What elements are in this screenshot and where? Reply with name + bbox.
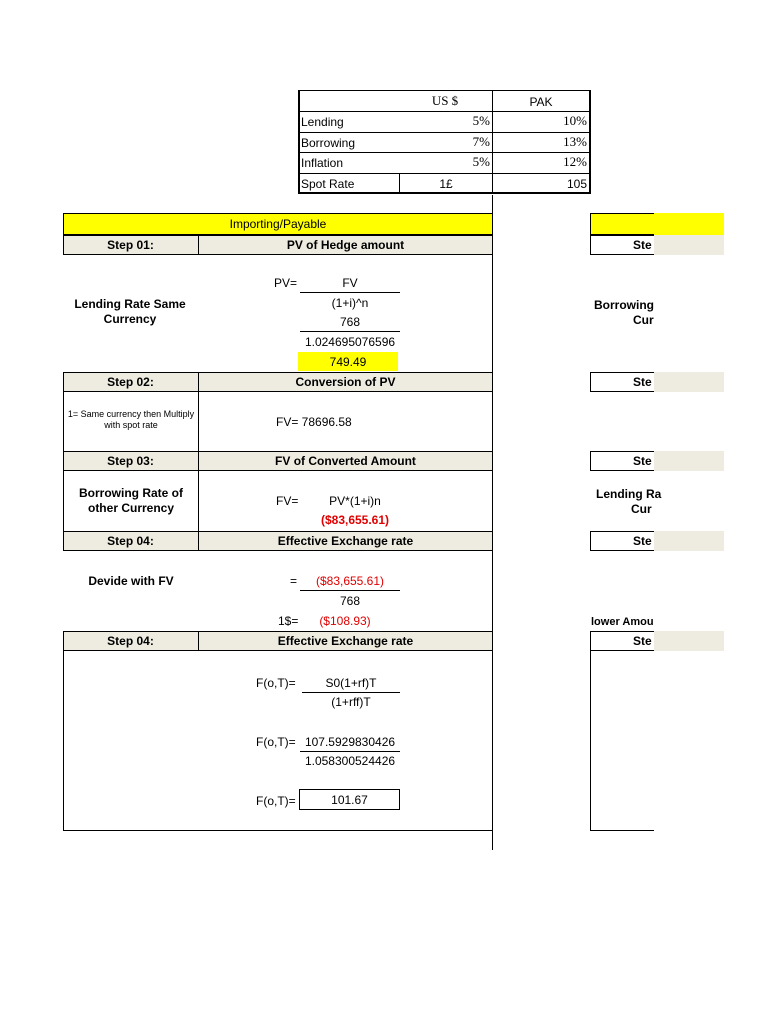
one-dollar-label: 1$=	[278, 614, 299, 628]
forward-label-3: F(o,T)=	[256, 794, 296, 808]
right-lower-note: lower Amou	[591, 616, 654, 628]
row-label-lending: Lending	[301, 115, 344, 129]
borrowing-pak: 13%	[563, 134, 587, 149]
right-step3-side-2: Cur	[631, 502, 652, 516]
step3-title: FV of Converted Amount	[275, 454, 416, 468]
step4-numerator: ($83,655.61)	[315, 574, 385, 588]
right-step4-label: Ste	[633, 534, 652, 548]
step5-label: Step 04:	[107, 634, 154, 648]
row-label-inflation: Inflation	[301, 156, 344, 170]
pv-denominator: (1+i)^n	[331, 296, 369, 310]
inflation-us: 5%	[472, 154, 490, 169]
borrowing-us: 7%	[472, 134, 490, 149]
step4-title: Effective Exchange rate	[277, 534, 414, 548]
row-label-borrowing: Borrowing	[301, 136, 356, 150]
lending-pak: 10%	[563, 113, 587, 128]
inflation-pak: 12%	[563, 154, 587, 169]
forward-den-value: 1.058300524426	[304, 754, 396, 768]
row-label-spot-rate: Spot Rate	[301, 177, 355, 191]
step2-side-note: 1= Same currency then Multiply with spot rate	[67, 409, 195, 430]
lending-us: 5%	[472, 113, 490, 128]
step2-label: Step 02:	[107, 375, 154, 389]
step3-label: Step 03:	[107, 454, 154, 468]
step1-label: Step 01:	[107, 238, 154, 252]
step1-side-note: Lending Rate Same Currency	[74, 297, 186, 326]
step2-formula: FV= 78696.58	[276, 415, 352, 429]
forward-result: 101.67	[331, 793, 368, 807]
right-step1-side-2: Cur	[633, 313, 654, 327]
step4-eq: =	[290, 574, 298, 588]
section-title: Importing/Payable	[229, 217, 327, 231]
step1-title: PV of Hedge amount	[286, 238, 405, 252]
col-us-header: US $	[431, 93, 459, 108]
pv-result: 749.49	[329, 355, 367, 369]
fv-label: FV=	[276, 494, 299, 508]
pv-value-bottom: 1.024695076596	[304, 335, 396, 349]
forward-label-1: F(o,T)=	[256, 676, 296, 690]
step3-result: ($83,655.61)	[320, 513, 390, 527]
spot-us: 1£	[439, 177, 453, 191]
pv-value-top: 768	[339, 315, 361, 329]
step2-title: Conversion of PV	[295, 375, 396, 389]
right-step1-label: Ste	[633, 238, 652, 252]
right-step2-label: Ste	[633, 375, 652, 389]
step4-result: ($108.93)	[319, 614, 371, 628]
step3-side-note: Borrowing Rate of other Currency	[79, 486, 183, 515]
right-step1-side: Borrowing	[594, 298, 654, 312]
right-step3-label: Ste	[633, 454, 652, 468]
step3-formula: PV*(1+i)n	[329, 494, 381, 508]
step4-side-note: Devide with FV	[88, 574, 174, 588]
step4-label: Step 04:	[107, 534, 154, 548]
pv-label: PV=	[274, 276, 298, 290]
forward-denominator: (1+rff)T	[331, 695, 371, 709]
spot-pak: 105	[566, 177, 587, 191]
pv-numerator: FV	[342, 276, 358, 290]
forward-label-2: F(o,T)=	[256, 735, 296, 749]
step5-title: Effective Exchange rate	[277, 634, 414, 648]
right-step5-label: Ste	[633, 634, 652, 648]
col-pak-header: PAK	[529, 95, 553, 109]
right-step3-side: Lending Ra	[596, 487, 662, 501]
step4-denominator: 768	[339, 594, 361, 608]
forward-numerator: S0(1+rf)T	[325, 676, 377, 690]
forward-num-value: 107.5929830426	[304, 735, 396, 749]
